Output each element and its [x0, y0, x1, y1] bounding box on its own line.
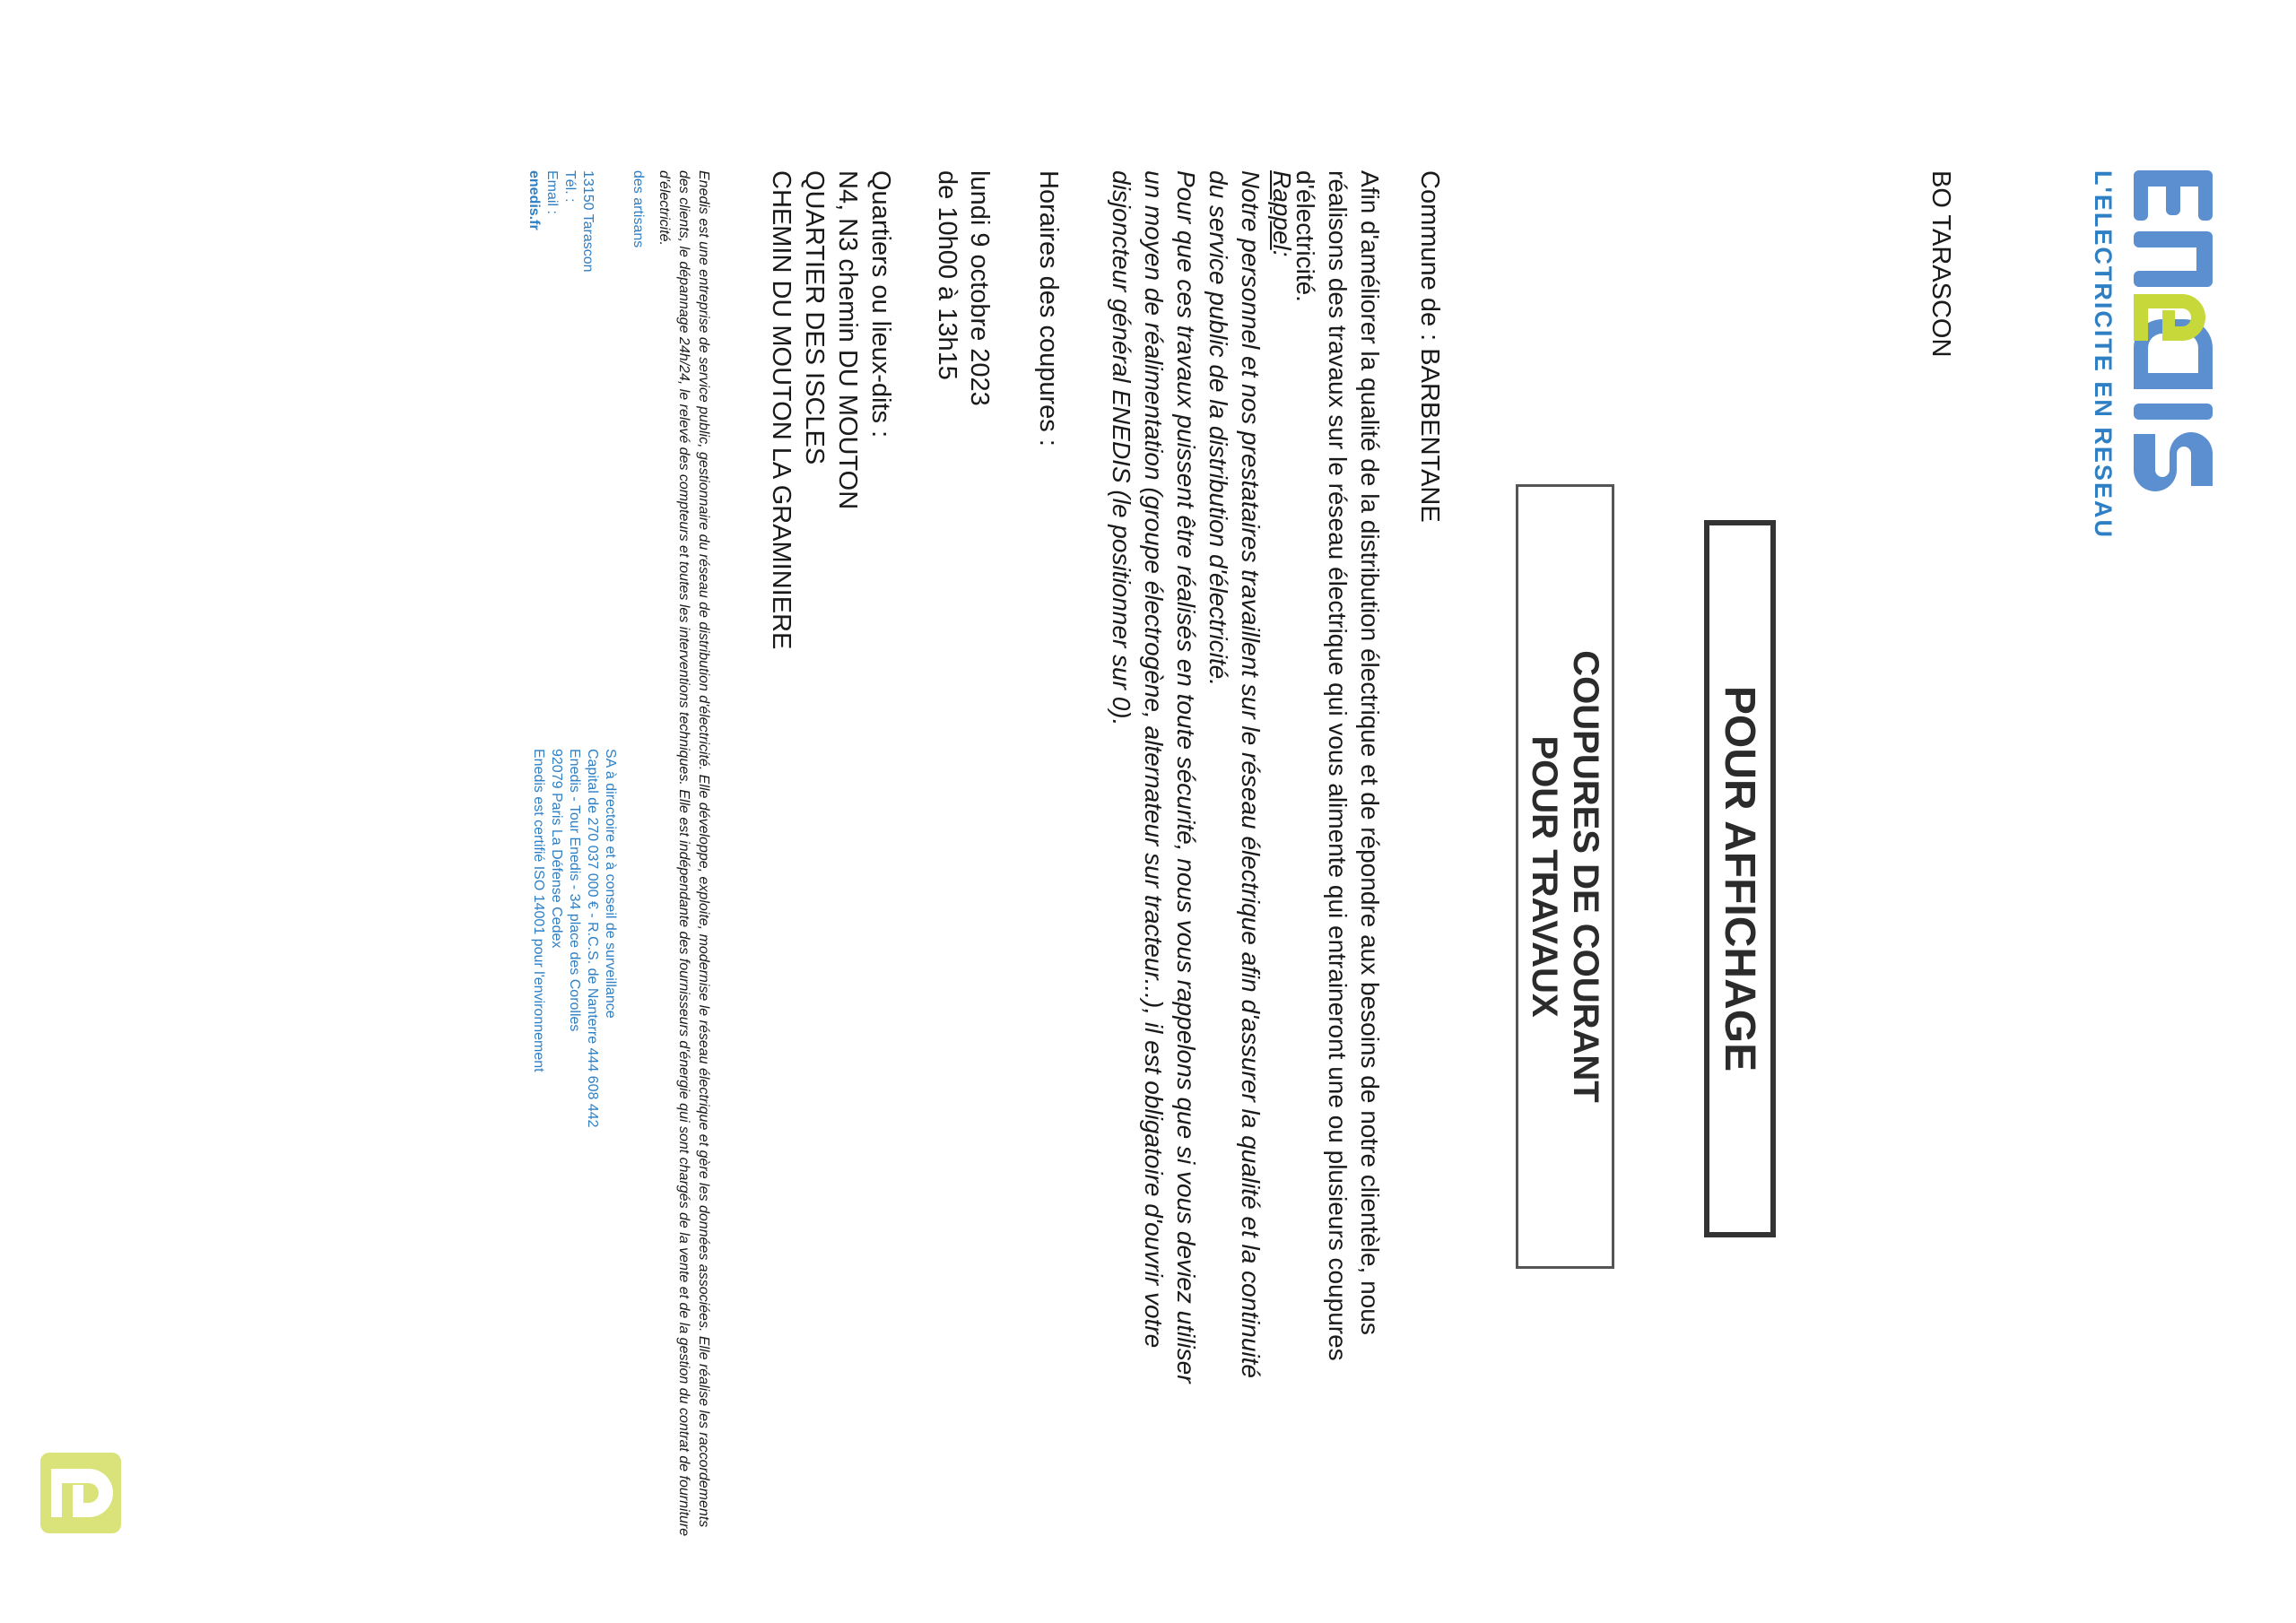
reminder-heading [1267, 170, 1296, 257]
outage-time: de 10h00 à 13h15 [933, 170, 961, 380]
reminder-heading-text: Rappel [1268, 170, 1296, 250]
outage-title-line1: COUPURES DE COURANT [1566, 650, 1605, 1103]
corporate-line: Enedis est certifié ISO 14001 pour l'environnement [531, 749, 546, 1072]
place-item: CHEMIN DU MOUTON LA GRAMINIERE [767, 170, 796, 650]
outage-date: lundi 9 octobre 2023 [965, 170, 994, 406]
intro-paragraph: Afin d'améliorer la qualité de la distribution électrique et de répondre aux besoins de notre clientèle, nous réalisons des travaux sur le réseau électrique qui vous alimente qui entraineront une ou plusieurs coupures d'électricité. [1292, 170, 1384, 1361]
display-notice-box [1704, 520, 1776, 1237]
corporate-line: Capital de 270 037 000 € - R.C.S. de Nanterre 444 608 442 [585, 749, 600, 1128]
enedis-e-logo-icon [40, 1453, 121, 1533]
notice-title: POUR AFFICHAGE [1716, 685, 1764, 1072]
legal-notice: Enedis est une entreprise de service public, gestionnaire du réseau de distribution d'électricité. Elle développe, exploite, modernise le réseau électrique et gère les données associées. Elle réalise les raccordements des clients, le dépannage 24h/24, le relevé des compteurs et toutes les interventions techniques. Elle est indépendante des fournisseurs d'énergie qui sont chargés de la vente et de la gestion du contrat de fourniture d'électricité. [657, 170, 711, 1537]
sender-label: des artisans [631, 170, 646, 248]
schedule-title: Horaires des coupures : [1034, 170, 1063, 447]
commune-label: Commune de : BARBENTANE [1415, 170, 1444, 523]
corporate-line: SA à directoire et à conseil de surveillance [603, 749, 618, 1019]
enedis-wordmark-icon [2121, 170, 2220, 529]
outage-title-line2: POUR TRAVAUX [1525, 735, 1564, 1018]
corporate-line: 92079 Paris La Défense Cedex [549, 749, 564, 949]
address-city: 13150 Tarascon [580, 170, 596, 273]
logo-tagline: L'ELECTRICITE EN RESEAU [2090, 170, 2117, 539]
address-email: Email : [544, 170, 560, 214]
address-block [525, 170, 596, 273]
corporate-line: Enedis - Tour Enedis - 34 place des Corolles [567, 749, 582, 1032]
agency-name: BO TARASCON [1926, 170, 1955, 358]
outage-title-box [1516, 484, 1614, 1269]
website-link[interactable]: enedis.fr [526, 170, 542, 230]
places-title: Quartiers ou lieux-dits : [866, 170, 895, 438]
reminder-heading-colon: : [1268, 249, 1296, 257]
address-tel: Tél. : [562, 170, 578, 203]
reminder-paragraph-2: Pour que ces travaux puissent être réalisés en toute sécurité, nous vous rappelons que si vous deviez utiliser un moyen de réalimentation (groupe électrogène, alternateur sur tracteur...), il est obligatoire d'ouvrir votre disjoncteur général ENEDIS (le positionner sur 0). [1108, 170, 1200, 1384]
reminder-paragraph-1: Notre personnel et nos prestataires travaillent sur le réseau électrique afin d'assurer la qualité et la continuité du service public de la distribution d'électricité. [1205, 170, 1265, 1378]
reminder-block [1105, 170, 1266, 1394]
place-item: QUARTIER DES ISCLES [800, 170, 829, 465]
place-item: N4, N3 chemin DU MOUTON [833, 170, 862, 510]
places-list [764, 170, 897, 649]
corporate-info [529, 749, 619, 1128]
